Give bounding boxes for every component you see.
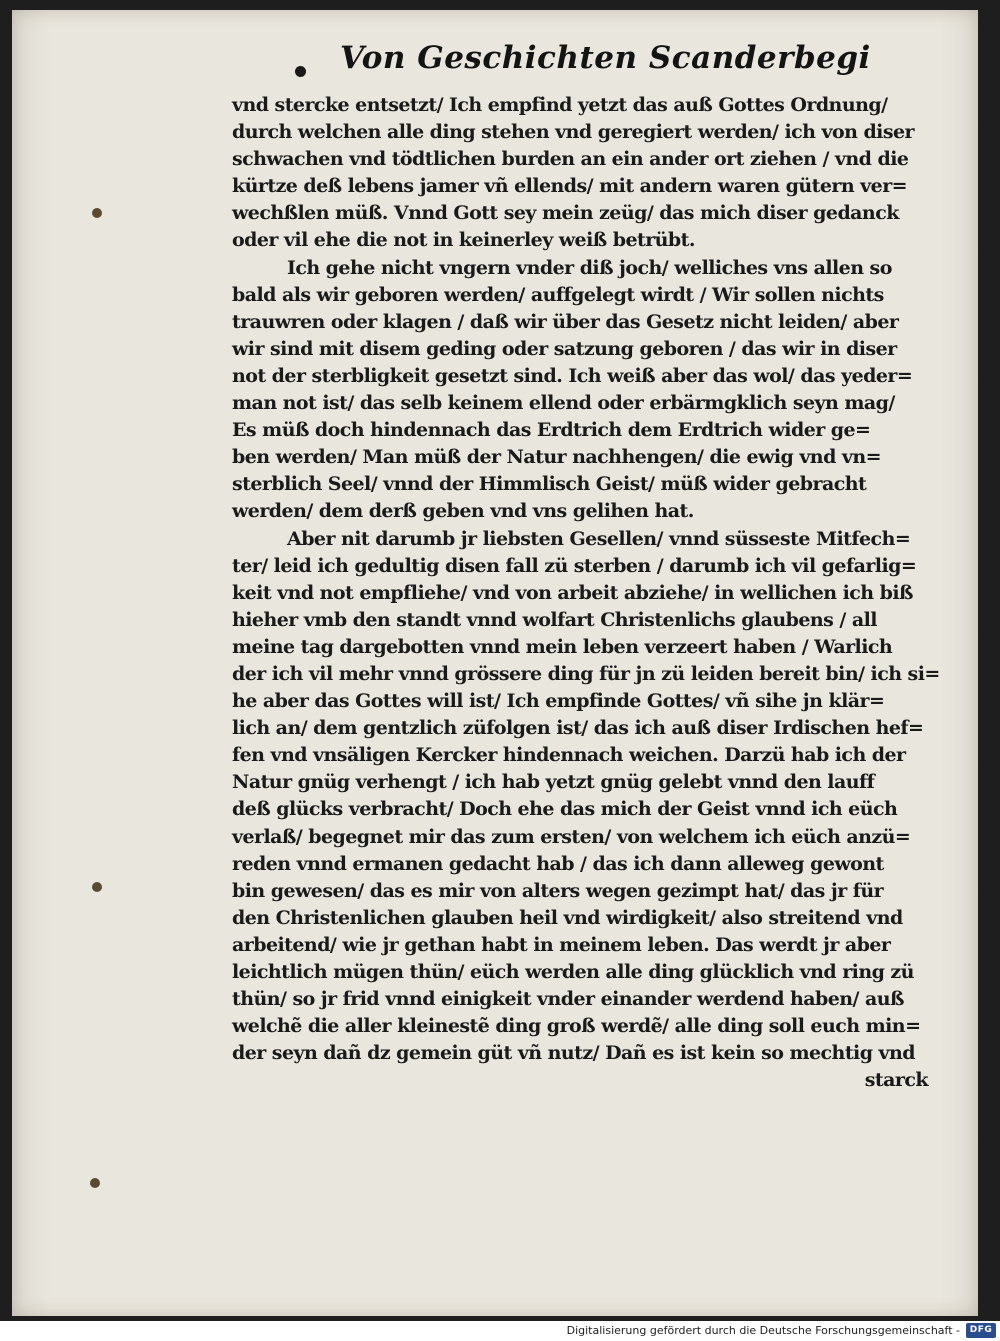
text-line: thün/ so jr frid vnnd einigkeit vnder einander werdend haben/ auß — [232, 988, 904, 1011]
text-line: welchẽ die aller kleinestẽ ding groß werdẽ/ alle ding soll euch min= — [232, 1015, 921, 1038]
footer-bar — [0, 1321, 1000, 1341]
text-line: deß glücks verbracht/ Doch ehe das mich der Geist vnnd ich eüch — [232, 798, 898, 821]
text-line: not der sterbligkeit gesetzt sind. Ich weiß aber das wol/ das yeder= — [232, 364, 913, 387]
text-line: bin gewesen/ das es mir von alters wegen gezimpt hat/ das jr für — [232, 879, 884, 902]
text-line: kürtze deß lebens jamer vñ ellends/ mit andern waren gütern ver= — [232, 175, 908, 198]
text-line: schwachen vnd tödtlichen burden an ein ander ort ziehen / vnd die — [232, 148, 909, 171]
text-line: lich an/ dem gentzlich züfolgen ist/ das ich auß diser Irdischen hef= — [232, 717, 924, 740]
text-line: he aber das Gottes will ist/ Ich empfinde Gottes/ vñ sihe jn klär= — [232, 690, 885, 713]
paragraph-start-line: Aber nit darumb jr liebsten Gesellen/ vnnd süsseste Mitfech= — [287, 527, 911, 550]
text-line: werden/ dem derß geben vnd vns gelihen hat. — [232, 500, 694, 523]
text-line: fen vnd vnsäligen Kercker hindennach weichen. Darzü hab ich der — [232, 744, 906, 767]
text-line: der ich vil mehr vnnd grössere ding für jn zü leiden bereit bin/ ich si= — [232, 662, 940, 685]
margin-mark — [90, 1178, 100, 1188]
heading-ornament-dot — [295, 66, 306, 77]
text-line: man not ist/ das selb keinem ellend oder erbärmgklich seyn mag/ — [232, 392, 895, 415]
text-line: verlaß/ begegnet mir das zum ersten/ von welchem ich eüch anzü= — [232, 825, 911, 848]
running-head: Von Geschichten Scanderbegi — [340, 40, 871, 76]
dfg-logo: DFG — [966, 1323, 996, 1338]
text-line: bald als wir geboren werden/ auffgelegt wirdt / Wir sollen nichts — [232, 283, 884, 306]
text-line: sterblich Seel/ vnnd der Himmlisch Geist/ müß wider gebracht — [232, 473, 867, 496]
text-line: wir sind mit disem geding oder satzung geboren / das wir in diser — [232, 337, 897, 360]
text-line: hieher vmb den standt vnnd wolfart Christenlichs glaubens / all — [232, 608, 877, 631]
catchword: starck — [864, 1069, 928, 1092]
text-line: den Christenlichen glauben heil vnd wirdigkeit/ also streitend vnd — [232, 906, 903, 929]
text-line: Natur gnüg verhengt / ich hab yetzt gnüg gelebt vnnd den lauff — [232, 771, 875, 794]
funding-credit: Digitalisierung gefördert durch die Deutsche Forschungsgemeinschaft - — [566, 1324, 960, 1337]
paragraph-start-line: Ich gehe nicht vngern vnder diß joch/ welliches vns allen so — [287, 256, 892, 279]
margin-mark — [92, 208, 102, 218]
text-line: ben werden/ Man müß der Natur nachhengen/ die ewig vnd vn= — [232, 446, 881, 469]
text-line: vnd stercke entsetzt/ Ich empfind yetzt das auß Gottes Ordnung/ — [232, 94, 888, 116]
text-line: meine tag dargebotten vnnd mein leben verzeert haben / Warlich — [232, 635, 893, 658]
text-line: wechßlen müß. Vnnd Gott sey mein zeüg/ das mich diser gedanck — [232, 202, 899, 225]
text-line: oder vil ehe die not in keinerley weiß betrübt. — [232, 229, 695, 252]
text-line: leichtlich mügen thün/ eüch werden alle ding glücklich vnd ring zü — [232, 961, 914, 983]
body-text — [232, 92, 940, 1094]
text-line: der seyn dañ dz gemein güt vñ nutz/ Dañ es ist kein so mechtig vnd — [232, 1042, 916, 1065]
text-line: trauwren oder klagen / daß wir über das Gesetz nicht leiden/ aber — [232, 310, 899, 333]
text-line: keit vnd not empfliehe/ vnd von arbeit abziehe/ in wellichen ich biß — [232, 581, 913, 604]
text-line: arbeitend/ wie jr gethan habt in meinem leben. Das werdt jr aber — [232, 933, 891, 956]
text-line: durch welchen alle ding stehen vnd geregiert werden/ ich von diser — [232, 121, 914, 144]
text-line: Es müß doch hindennach das Erdtrich dem Erdtrich wider ge= — [232, 419, 871, 442]
margin-mark — [92, 882, 102, 892]
text-line: ter/ leid ich gedultig disen fall zü sterben / darumb ich vil gefarlig= — [232, 554, 917, 577]
text-line: reden vnnd ermanen gedacht hab / das ich dann alleweg gewont — [232, 852, 884, 875]
